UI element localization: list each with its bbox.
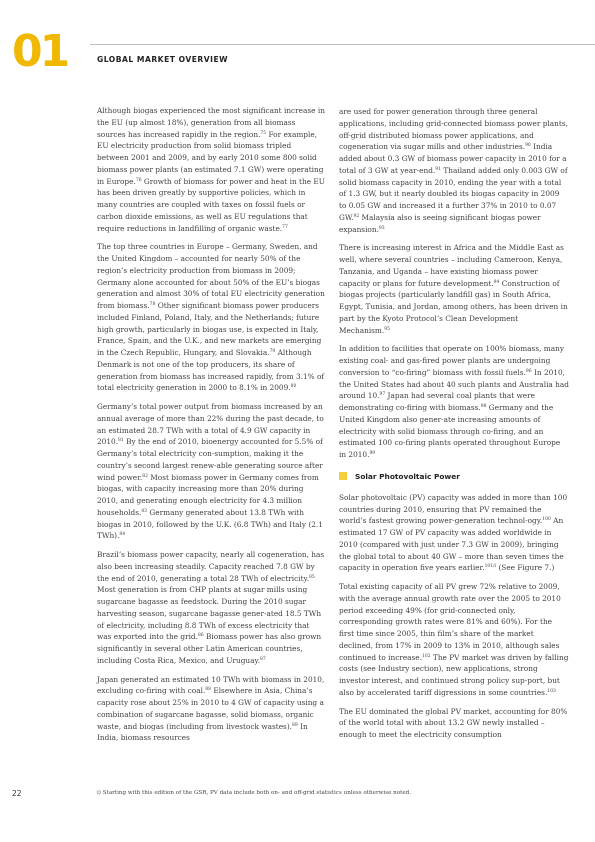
endnote-reference: 76 [135,177,142,183]
paragraph-text: Biomass power has also grown significantly in several other Latin American countries, including Costa Rica, Mexico, and Uruguay. [97,632,322,665]
paragraph-text: Most biomass power in Germany comes from biogas, with capacity increasing more than 20% during 2010, and generating enough electricity for 4.3 million households. [97,472,319,517]
section-title: GLOBAL MARKET OVERVIEW [97,55,229,64]
endnote-reference: 88 [205,687,212,693]
paragraph-text: Germany’s total power output from biomass increased by an annual average of more than 22% during the past decade, to an estimated 28.7 TWh with a total of 4.9 GW capacity in 2010. [97,402,324,447]
subheading-label: Solar Photovoltaic Power [355,471,460,481]
paragraph-text: The EU dominated the global PV market, accounting for 80% of the world total with about 13.2 GW newly installed – enough to meet the electricity consumption [339,706,568,739]
body-paragraph [97,549,325,667]
body-paragraph [97,105,325,234]
body-paragraph [339,242,569,336]
paragraph-text: Brazil’s biomass power capacity, nearly all cogeneration, has also been increasing steadily. Capacity reached 7.8 GW by the end of 2010, generating a total 28 TWh of electricity. [97,550,325,583]
endnote-reference: 78 [149,302,156,307]
endnote-reference: 75 [260,130,267,136]
body-paragraph [339,581,569,699]
paragraph-text: Other significant biomass power producers included Finland, Poland, Italy, and the Netherlands; future high growth, particularly in biogas use, is expected in Italy, France, Spain, and the U.K., and new markets are emerging in the Czech Republic, Hungary, and Slovakia. [97,301,322,357]
endnote-reference: 92 [353,213,360,219]
endnote-reference: 86 [197,633,204,639]
paragraph-text: Malaysia also is seeing significant biogas power expansion. [339,212,541,234]
paragraph-text: Japan had several coal plants that were demonstrating co-firing with biomass. [339,391,535,412]
paragraph-text: Japan generated an estimated 10 TWh with biomass in 2010, excluding co-firing with coal. [97,674,325,696]
endnote-reference: 80 [290,384,297,390]
paragraph-text: For example, EU electricity production from solid biomass tripled between 2001 and 2009, and by early 2010 some 800 solid biomass power plants (an estimated 7.1 GW) were operating in Europe. [97,129,324,186]
page-number: 22 [12,789,22,798]
body-paragraph [339,343,569,461]
endnote-reference: 83 [141,508,148,514]
body-paragraph [339,106,569,235]
subheading-marker-icon [339,472,347,480]
endnote-reference: 96 [525,368,532,374]
body-paragraph [97,674,325,745]
endnote-reference: 79 [269,349,276,354]
paragraph-text: Most generation is from CHP plants at sugar mills using sugarcane bagasse as feedstock. During the 2010 sugar harvesting season, sugarcane bagasse gener-ated 18.5 TWh of electricity, including 8.8 TWh of excess electricity that was exported into the grid. [97,585,322,642]
paragraph-text: are used for power generation through three general applications, including grid-connected biomass power plants, off-grid distributed biomass power applications, and cogeneration via sugar mills and other industries. [339,107,568,152]
endnote-reference: 84 [119,532,126,538]
paragraph-text: India added about 0.3 GW of biomass power capacity in 2010 for a total of 3 GW at year-end. [339,142,567,175]
endnote-reference: 99 [369,451,376,456]
endnote-reference: 90 [525,143,531,149]
endnote-reference: 77 [282,224,288,230]
paragraph-text: Growth of biomass for power and heat in the EU has been driven greatly by supportive policies, which in many countries are coupled with taxes on fossil fuels or carbon dioxide emissions, as well as EU regulations that require reductions in landfilling of organic waste. [97,176,325,233]
paragraph-text: Although biogas experienced the most significant increase in the EU (up almost 18%), generation from all biomass sources has increased rapidly in the region. [97,106,325,139]
paragraph-text: Construction of biogas projects (particularly landfill gas) in South Africa, Egypt, Tunisia, and Jordan, among others, has been driven in part by the Kyoto Protocol’s Clean Development Mechanism. [339,278,568,335]
paragraph-text: By the end of 2010, bioenergy accounted for 5.5% of Germany’s total electricity con-sumption, making it the country’s second largest renew-able generating source after wind power. [97,437,323,482]
paragraph-text: Although Denmark is not one of the top producers, its share of generation from biomass has increased rapidly, from 3.1% of total electricity generation in 2000 to 8.1% in 2009. [97,348,325,393]
endnote-reference: 103 [547,688,556,694]
paragraph-text: Solar photovoltaic (PV) capacity was added in more than 100 countries during 2010, ensuring that PV remained the world’s fastest growing power-generation technol-ogy. [339,492,568,526]
left-column [97,105,325,751]
footnote: i) Starting with this edition of the GSR, PV data include both on- and off-grid statistics unless otherwise noted. [97,790,412,796]
body-paragraph [97,241,325,394]
endnote-reference: 94 [493,279,500,285]
endnote-reference: 101/i [484,564,497,570]
body-paragraph [339,492,569,574]
paragraph-text: Total existing capacity of all PV grew 72% relative to 2009, with the average annual growth rate over the 2005 to 2010 period exceeding 49% (for grid-connected only, corresponding growth rates were 81% and 60%). For the first time since 2005, thin film’s share of the market declined, from 17% in 2009 to 13% in 2010, although sales continued to increase. [339,582,561,662]
endnote-reference: 98 [480,404,487,409]
endnote-reference: 87 [260,656,266,662]
chapter-number: 01 [12,26,68,77]
paragraph-text: An estimated 17 GW of PV capacity was added worldwide in 2010 (compared with just under 7.3 GW in 2009), bringing the global total to about 40 GW – more than seven times the capacity in operation five years earlier. [339,516,564,573]
paragraph-text: In addition to facilities that operate on 100% biomass, many existing coal- and gas-fired power plants are undergoing conversion to “co-firing” biomass with fossil fuels. [339,344,564,377]
endnote-reference: 85 [309,574,315,580]
paragraph-text: The top three countries in Europe – Germany, Sweden, and the United Kingdom – accounted for nearly 50% of the region’s electricity production from biomass in 2009; Germany alone accounted for about 50% of the EU’s biogas generation and almost 30% of total EU electricity generation from biomass. [97,242,325,310]
endnote-reference: 100 [542,517,551,523]
endnote-reference: 102 [422,653,431,659]
paragraph-text: Elsewhere in Asia, China’s capacity rose about 25% in 2010 to 4 GW of capacity using a combination of sugarcane bagasse, solid biomass, organic waste, and biogas (including from livestock wastes). [97,686,324,731]
paragraph-text: Germany generated about 13.8 TWh with biogas in 2010, followed by the U.K. (6.8 TWh) and Italy (2.1 TWh). [97,507,323,541]
paragraph-text: The PV market was driven by falling costs (see Industry section), new applications, strong investor interest, and continued strong policy sup-port, but also by accelerated tariff digressions in some countries. [339,652,569,697]
paragraph-text: In India, biomass resources [97,721,308,743]
paragraph-text: In 2010, the United States had about 40 such plants and Australia had around 10. [339,367,569,401]
body-paragraph [97,401,325,542]
endnote-reference: 93 [378,225,385,231]
endnote-reference: 91 [435,166,441,172]
paragraph-text: (See Figure 7.) [496,563,555,573]
endnote-reference: 81 [118,438,124,444]
endnote-reference: 89 [292,722,298,728]
solar-pv-subheading [339,472,569,481]
endnote-reference: 82 [142,473,148,479]
endnote-reference: 95 [384,326,390,332]
endnote-reference: 97 [379,392,386,398]
right-column [339,106,569,748]
paragraph-text: Germany and the United Kingdom also gener-ate increasing amounts of electricity with solid biomass through co-firing, and an estimated 100 co-firing plants operated throughout Europe in 2010. [339,403,561,459]
paragraph-text: There is increasing interest in Africa and the Middle East as well, where several countries – including Cameroon, Kenya, Tanzania, and Uganda – have existing biomass power capacity or plans for future development. [339,243,564,288]
header-rule [90,44,595,45]
body-paragraph [339,706,569,741]
paragraph-text: Thailand added only 0.003 GW of solid biomass capacity in 2010, ending the year with a total of 1.3 GW, but it nearly doubled its biogas capacity in 2009 to 0.05 GW and increased it a further 37% in 2010 to 0.07 GW. [339,165,568,222]
